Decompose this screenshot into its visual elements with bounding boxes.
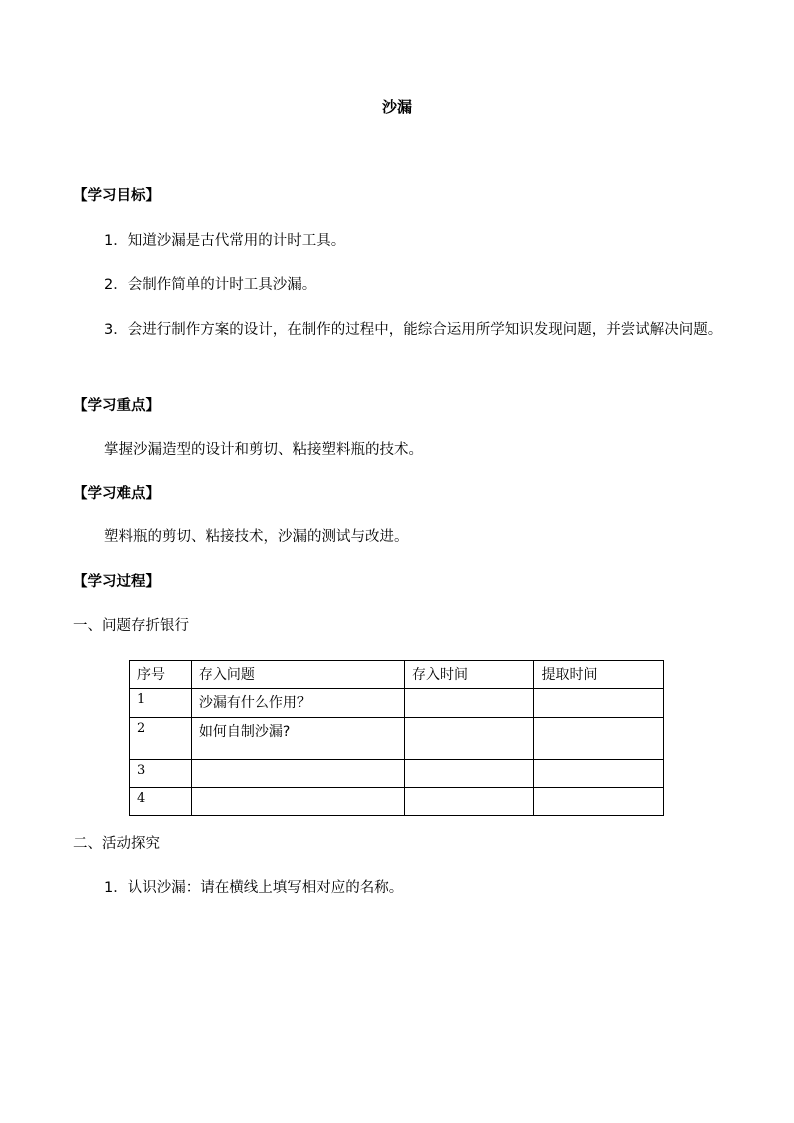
table-header-row bbox=[130, 661, 664, 689]
header-cell-withdraw-time: 提取时间 bbox=[534, 661, 664, 689]
process-heading: 【学习过程】 bbox=[73, 574, 160, 590]
table-cell[interactable] bbox=[191, 788, 404, 816]
table-cell: 如何自制沙漏? bbox=[191, 718, 404, 760]
table-cell[interactable] bbox=[534, 760, 664, 788]
table-row bbox=[130, 718, 664, 760]
page-title: 沙漏 bbox=[381, 98, 412, 116]
objectives-heading: 【学习目标】 bbox=[73, 188, 160, 204]
objective-item-3: 3．会进行制作方案的设计，在制作的过程中，能综合运用所学知识发现问题，并尝试解决问题。 bbox=[104, 322, 723, 338]
objective-item-1: 1．知道沙漏是古代常用的计时工具。 bbox=[104, 233, 346, 249]
section2-title: 二、活动探究 bbox=[73, 836, 160, 852]
table-cell[interactable] bbox=[404, 760, 534, 788]
table-row bbox=[130, 788, 664, 816]
table-cell[interactable] bbox=[404, 718, 534, 760]
header-cell-deposit-time: 存入时间 bbox=[404, 661, 534, 689]
section1-title: 一、问题存折银行 bbox=[73, 618, 189, 634]
header-cell-question: 存入问题 bbox=[191, 661, 404, 689]
table-cell[interactable] bbox=[534, 718, 664, 760]
table-cell[interactable] bbox=[534, 788, 664, 816]
difficulties-heading: 【学习难点】 bbox=[73, 486, 160, 502]
table-cell: 2 bbox=[130, 718, 192, 760]
difficulties-text: 塑料瓶的剪切、粘接技术，沙漏的测试与改进。 bbox=[104, 529, 409, 545]
question-bank-table bbox=[129, 660, 664, 816]
table-cell: 4 bbox=[130, 788, 192, 816]
table-row bbox=[130, 689, 664, 718]
table-cell: 1 bbox=[130, 689, 192, 718]
table-cell: 沙漏有什么作用？ bbox=[191, 689, 404, 718]
table-cell[interactable] bbox=[404, 788, 534, 816]
table-cell: 3 bbox=[130, 760, 192, 788]
objective-item-2: 2．会制作简单的计时工具沙漏。 bbox=[104, 277, 317, 293]
key-points-heading: 【学习重点】 bbox=[73, 398, 160, 414]
table-cell[interactable] bbox=[404, 689, 534, 718]
table-cell[interactable] bbox=[534, 689, 664, 718]
table-row bbox=[130, 760, 664, 788]
section2-item-1: 1．认识沙漏：请在横线上填写相对应的名称。 bbox=[104, 880, 404, 896]
key-points-text: 掌握沙漏造型的设计和剪切、粘接塑料瓶的技术。 bbox=[104, 442, 423, 458]
header-cell-number: 序号 bbox=[130, 661, 192, 689]
table-cell[interactable] bbox=[191, 760, 404, 788]
